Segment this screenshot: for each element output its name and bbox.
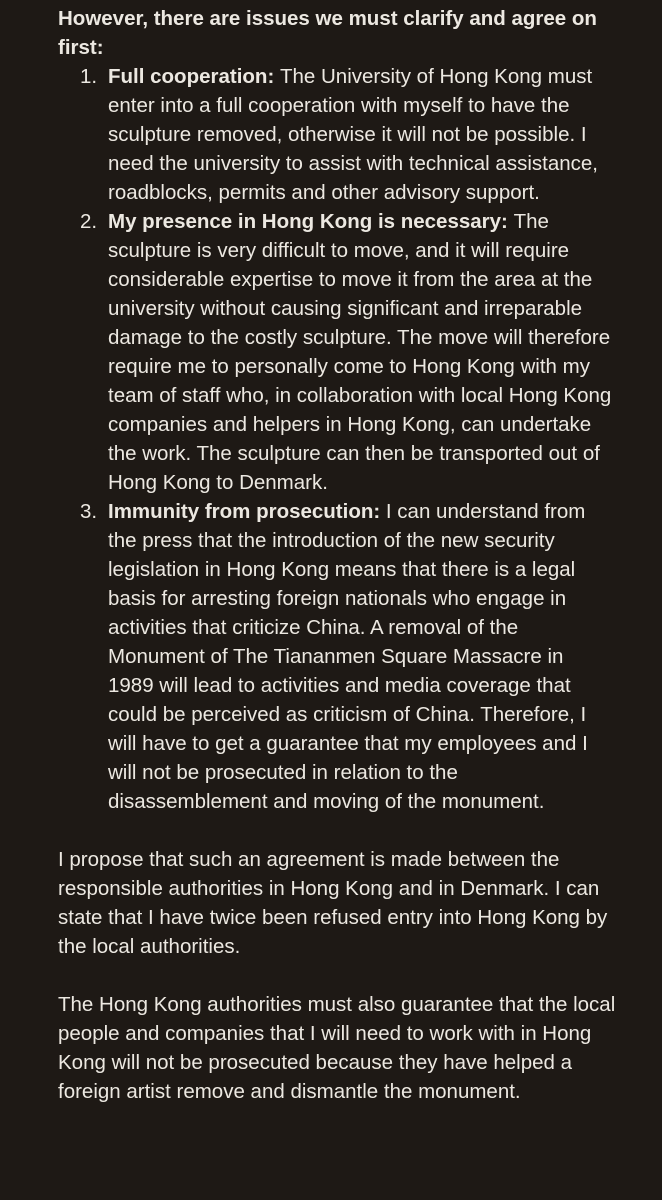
intro-heading: However, there are issues we must clarify and agree on first: <box>58 7 597 59</box>
item-title: Immunity from prosecution: <box>108 500 386 523</box>
list-item-immunity <box>58 497 612 816</box>
item-text: I can understand from the press that the introduction of the new security legislation in Hong Kong means that there is a legal basis for arresting foreign nationals who engage in activities that criticize China. A removal of the Monument of The Tiananmen Square Massacre in 1989 will lead to activities and media coverage that could be perceived as criticism of China. Therefore, I will have to get a guarantee that my employees and I will not be prosecuted in relation to the disassemblement and moving of the monument. <box>108 500 588 813</box>
agreement-paragraph: I propose that such an agreement is made between the responsible authorities in Hong Kong and in Denmark. I can state that I have twice been refused entry into Hong Kong by the local authorities. <box>58 848 608 958</box>
list-number: 1. <box>80 65 98 88</box>
item-title: Full cooperation: <box>108 65 280 88</box>
conditions-list <box>58 62 612 816</box>
guarantee-paragraph: The Hong Kong authorities must also guarantee that the local people and companies that I will need to work with in Hong Kong will not be prosecuted because they have helped a foreign artist remove and dismantle the monument. <box>58 993 616 1103</box>
list-item-full-cooperation <box>58 62 612 207</box>
item-title: My presence in Hong Kong is necessary: <box>108 210 514 233</box>
list-number: 2. <box>80 210 98 233</box>
item-text: The University of Hong Kong must enter into a full cooperation with myself to have the sculpture removed, otherwise it will not be possible. I need the university to assist with technical assistance, roadblocks, permits and other advisory support. <box>108 65 598 204</box>
list-number: 3. <box>80 500 98 523</box>
list-item-presence-necessary <box>58 207 612 497</box>
item-text: The sculpture is very difficult to move, and it will require considerable expertise to move it from the area at the university without causing significant and irreparable damage to the costly sculpture. The move will therefore require me to personally come to Hong Kong with my team of staff who, in collaboration with local Hong Kong companies and helpers in Hong Kong, can undertake the work. The sculpture can then be transported out of Hong Kong to Denmark. <box>108 210 612 494</box>
